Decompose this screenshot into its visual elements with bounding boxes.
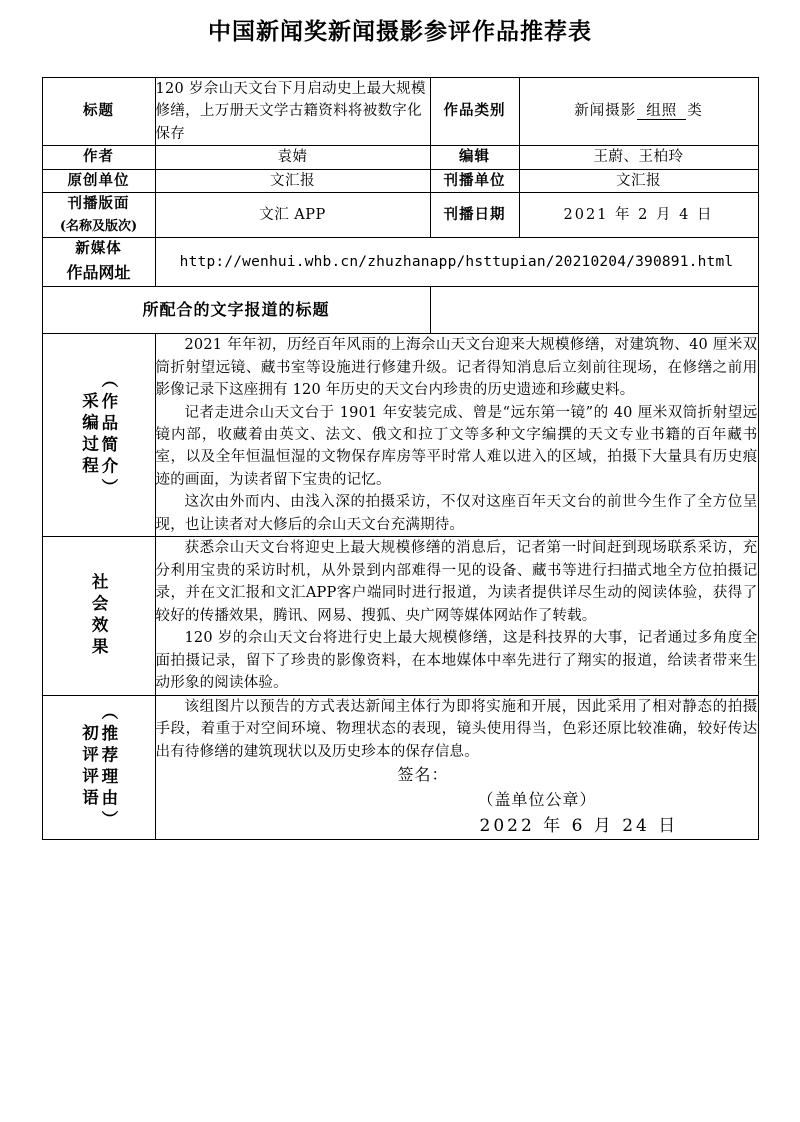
review-paragraph-1: 该组图片以预告的方式表达新闻主体行为即将实施和开展，因此采用了相对静态的拍摄手段，着重于对空间环境、物理状态的表现，镜头使用得当，色彩还原比较准确，较好传达出有待修缮的建筑现状以及历史珍本的保存信息。: [155, 698, 758, 760]
value-author: 袁婧: [155, 146, 430, 169]
value-process: [155, 334, 758, 537]
label-title: 标题: [42, 77, 155, 145]
label-review-paren: （推荐理由）: [98, 702, 118, 832]
label-publish-date: 刊播日期: [430, 193, 519, 238]
table-row-title: [42, 77, 758, 145]
process-paragraph-3: 这次由外而内、由浅入深的拍摄采访，不仅对这座百年天文台的前世今生作了全方位呈现，也让读者对大修后的佘山天文台充满期待。: [155, 494, 758, 533]
table-row-accompanying: [42, 287, 758, 334]
value-effect: [155, 537, 758, 695]
process-paragraph-2: 记者走进佘山天文台于 1901 年安装完成、曾是“远东第一镜”的 40 厘米双筒折射望远镜内部，收藏着由英文、法文、俄文和拉丁文等多种文字编撰的天文专业书籍的百年藏书室，以及全年恒温恒湿的文物保存库房等平时常人难以进入的区域，拍摄下大量具有历史痕迹的画面，为读者留下宝贵的记忆。: [155, 404, 758, 488]
label-accompanying-headline: 所配合的文字报道的标题: [42, 287, 430, 334]
label-effect-columns: [43, 573, 155, 659]
label-newmedia-url: [42, 237, 155, 286]
table-row-review: [42, 695, 758, 839]
label-publish-section-sub: (名称及版次): [59, 218, 138, 234]
label-original-unit: 原创单位: [42, 169, 155, 192]
table-row-author: [42, 146, 758, 169]
table-row-effect: [42, 537, 758, 695]
label-editor: 编辑: [430, 146, 519, 169]
label-category: 作品类别: [430, 77, 519, 145]
category-line: [574, 100, 703, 122]
label-newmedia-line1: 新媒体: [75, 239, 122, 257]
value-publish-section: 文汇 APP: [155, 193, 430, 238]
label-review-columns: [43, 703, 155, 832]
label-publish-section-main: 刊播版面: [67, 195, 130, 213]
label-process-columns: [43, 371, 155, 500]
label-publish-unit: 刊播单位: [430, 169, 519, 192]
value-title: 120 岁佘山天文台下月启动史上最大规模修缮，上万册天文学古籍资料将被数字化保存: [155, 77, 430, 145]
table-row-units: [42, 169, 758, 192]
value-editor: 王蔚、王柏玲: [519, 146, 758, 169]
label-effect-main: 社会效果: [89, 572, 109, 659]
signature-label: 签名：: [397, 765, 449, 785]
recommendation-form-table: [42, 77, 759, 840]
label-publish-section: [42, 193, 155, 238]
value-accompanying-headline[interactable]: [430, 287, 758, 334]
label-review-main: 初评评语: [79, 724, 99, 811]
seal-label: （盖单位公章）: [477, 789, 597, 809]
table-row-publish: [42, 193, 758, 238]
category-suffix: 类: [687, 103, 703, 120]
label-effect: [42, 537, 155, 695]
value-publish-date: 2021 年 2 月 4 日: [519, 193, 758, 238]
value-category: [519, 77, 758, 145]
label-process-main: 采编过程: [79, 392, 99, 479]
value-newmedia-url[interactable]: http://wenhui.whb.cn/zhuzhanapp/hsttupian/20210204/390891.html: [155, 237, 758, 286]
value-publish-unit: 文汇报: [519, 169, 758, 192]
value-original-unit: 文汇报: [155, 169, 430, 192]
value-review: [155, 695, 758, 839]
effect-paragraph-2: 120 岁的佘山天文台将进行史上最大规模修缮，这是科技界的大事，记者通过多角度全面拍摄记录，留下了珍贵的影像资料，在本地媒体中率先进行了翔实的报道，给读者带来生动形象的阅读体验。: [155, 630, 758, 692]
label-process: [42, 334, 155, 537]
table-row-newmedia-url: [42, 237, 758, 286]
signature-date: 2022 年 6 月 24 日: [479, 815, 679, 836]
table-row-process: [42, 334, 758, 537]
effect-paragraph-1: 获悉佘山天文台将迎史上最大规模修缮的消息后，记者第一时间赶到现场联系采访，充分利用宝贵的采访时机，从外景到内部难得一见的设备、藏书等进行扫描式地全方位拍摄记录，并在文汇报和文汇APP客户端同时进行报道，为读者提供详尽生动的阅读体验，获得了较好的传播效果，腾讯、网易、搜狐、央广网等媒体网站作了转载。: [155, 540, 758, 624]
label-review: [42, 695, 155, 839]
label-process-paren: （作品简介）: [98, 370, 118, 500]
category-prefix: 新闻摄影: [574, 103, 637, 120]
label-newmedia-line2: 作品网址: [66, 263, 131, 283]
process-paragraph-1: 2021 年年初，历经百年风雨的上海佘山天文台迎来大规模修缮，对建筑物、40 厘米双筒折射望远镜、藏书室等设施进行修建升级。记者得知消息后立刻前往现场，在修缮之前用影像记录下这座拥有 120 年历史的天文台内珍贵的历史遗迹和珍藏史料。: [155, 337, 758, 399]
category-fill: 组照: [637, 103, 686, 120]
label-author: 作者: [42, 146, 155, 169]
page-title: 中国新闻奖新闻摄影参评作品推荐表: [208, 18, 592, 45]
